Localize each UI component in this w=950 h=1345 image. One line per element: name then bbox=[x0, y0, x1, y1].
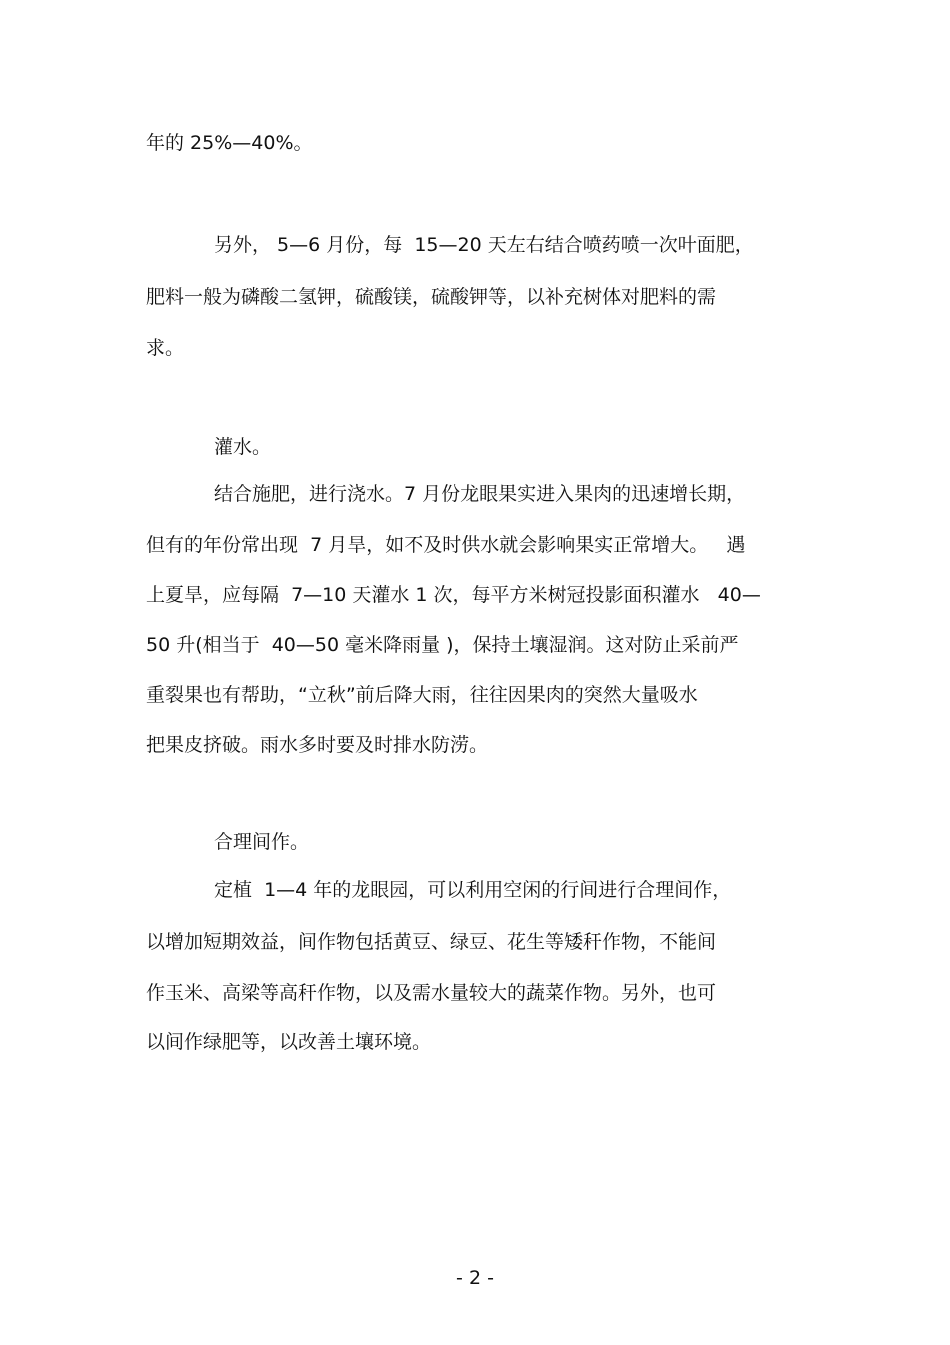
paragraph-line: 求。 bbox=[146, 337, 185, 359]
paragraph-line: 年的 25%—40%。 bbox=[146, 132, 313, 154]
paragraph-line: 把果皮挤破。雨水多时要及时排水防涝。 bbox=[146, 734, 489, 756]
paragraph-line: 肥料一般为磷酸二氢钾，硫酸镁，硫酸钾等，以补充树体对肥料的需 bbox=[146, 286, 717, 308]
paragraph-line: 以间作绿肥等，以改善土壤环境。 bbox=[146, 1031, 432, 1053]
paragraph-line: 结合施肥，进行浇水。7 月份龙眼果实进入果肉的迅速增长期， bbox=[214, 483, 746, 505]
paragraph-line: 作玉米、高梁等高秆作物，以及需水量较大的蔬菜作物。另外，也可 bbox=[146, 982, 717, 1004]
section-heading: 合理间作。 bbox=[214, 831, 310, 853]
paragraph-line: 上夏旱，应每隔 7—10 天灌水 1 次，每平方米树冠投影面积灌水 40— bbox=[146, 584, 761, 606]
paragraph-line: 但有的年份常出现 7 月旱，如不及时供水就会影响果实正常增大。 遇 bbox=[146, 534, 746, 556]
page-number: - 2 - bbox=[456, 1267, 494, 1289]
section-heading: 灌水。 bbox=[214, 436, 272, 458]
paragraph-line: 50 升(相当于 40—50 毫米降雨量 )，保持土壤湿润。这对防止采前严 bbox=[146, 634, 739, 656]
paragraph-line: 重裂果也有帮助，“立秋”前后降大雨，往往因果肉的突然大量吸水 bbox=[146, 684, 698, 706]
paragraph-line: 定植 1—4 年的龙眼园，可以利用空闲的行间进行合理间作， bbox=[214, 879, 732, 901]
paragraph-line: 以增加短期效益，间作物包括黄豆、绿豆、花生等矮秆作物，不能间 bbox=[146, 931, 717, 953]
paragraph-line: 另外， 5—6 月份，每 15—20 天左右结合喷药喷一次叶面肥， bbox=[214, 234, 754, 256]
